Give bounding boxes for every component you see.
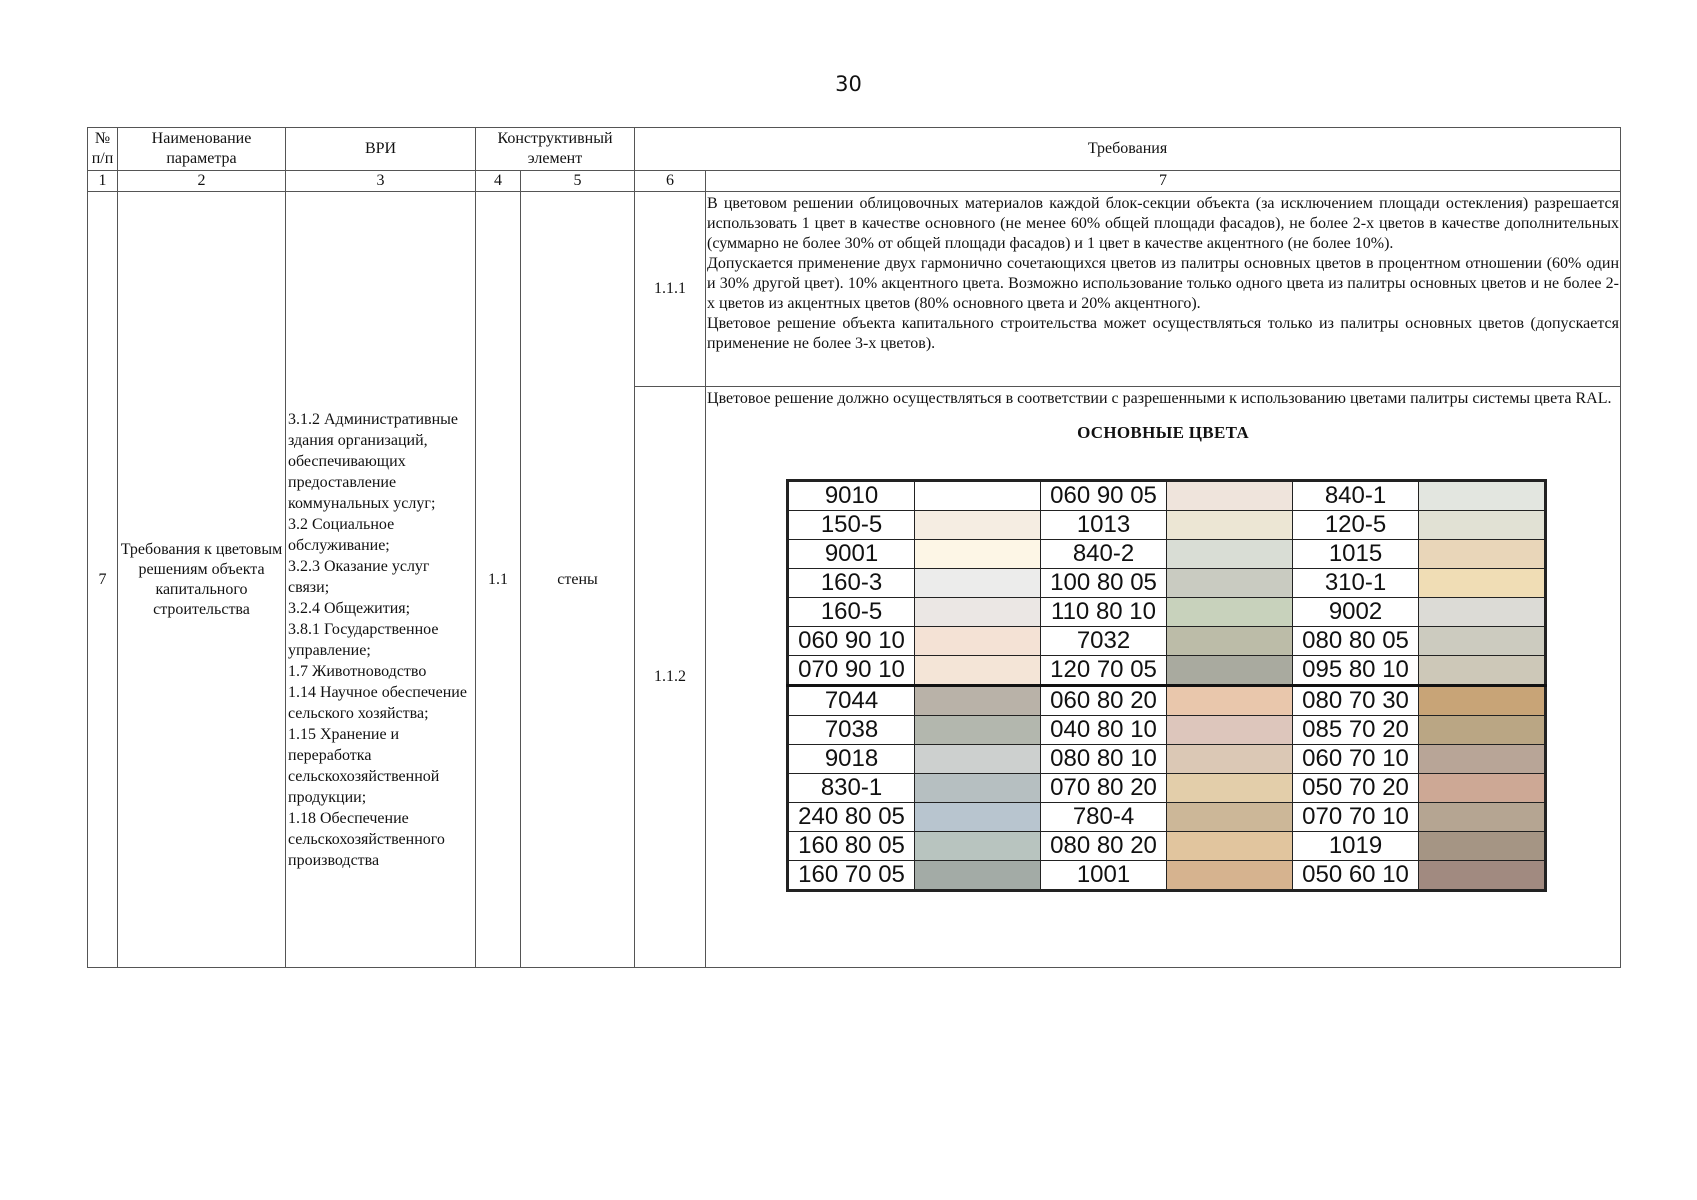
color-code: 040 80 10 xyxy=(1041,716,1167,745)
color-code: 110 80 10 xyxy=(1041,598,1167,627)
color-swatch xyxy=(1419,803,1546,832)
color-swatch xyxy=(1167,598,1293,627)
header-name: Наименование параметра xyxy=(118,128,286,171)
palette-row xyxy=(788,481,1546,511)
color-swatch xyxy=(1167,686,1293,716)
color-swatch xyxy=(1167,569,1293,598)
vri-item: 3.8.1 Государственное управление; xyxy=(288,620,439,659)
vri-item: 3.1.2 Административные здания организаций, обеспечивающих предоставление коммунальных услуг; xyxy=(288,410,459,512)
color-code: 9002 xyxy=(1293,598,1419,627)
color-code: 240 80 05 xyxy=(788,803,915,832)
color-swatch xyxy=(915,481,1041,511)
color-code: 060 70 10 xyxy=(1293,745,1419,774)
color-code: 080 70 30 xyxy=(1293,686,1419,716)
color-code: 1019 xyxy=(1293,832,1419,861)
color-code: 7044 xyxy=(788,686,915,716)
color-code: 9001 xyxy=(788,540,915,569)
color-swatch xyxy=(1167,540,1293,569)
palette-row xyxy=(788,511,1546,540)
color-swatch xyxy=(1167,716,1293,745)
color-code: 080 80 20 xyxy=(1041,832,1167,861)
requirement-paragraph: Цветовое решение объекта капитального строительства может осуществляться только из палитры основных цветов (допускается применение не более 3-х цветов). xyxy=(707,315,1620,352)
palette-row xyxy=(788,716,1546,745)
sub-code: 1.1.2 xyxy=(635,387,706,968)
color-code: 060 80 20 xyxy=(1041,686,1167,716)
color-swatch xyxy=(915,540,1041,569)
color-code: 080 80 05 xyxy=(1293,627,1419,656)
requirement-paragraph: Цветовое решение должно осуществляться в соответствии с разрешенными к использованию цветами палитры системы цвета RAL. xyxy=(707,390,1612,407)
palette-row xyxy=(788,686,1546,716)
header-num: № п/п xyxy=(88,128,118,171)
palette-title: ОСНОВНЫЕ ЦВЕТА xyxy=(1077,423,1249,442)
color-swatch xyxy=(1167,861,1293,891)
vri-item: 3.2 Социальное обслуживание; xyxy=(288,515,395,554)
page-number: 30 xyxy=(835,72,862,96)
color-swatch xyxy=(915,774,1041,803)
color-swatch xyxy=(1419,511,1546,540)
palette-row xyxy=(788,598,1546,627)
color-swatch xyxy=(1167,832,1293,861)
table-row xyxy=(88,192,1621,387)
requirement-paragraph: Допускается применение двух гармонично сочетающихся цветов из палитры основных цветов в процентном отношении (60% один и 30% другой цвет). 10% акцентного цвета. Возможно использование только одного цвета из палитры основных цветов и не более 2-х цветов из акцентных цветов (80% основного цвета и 20% акцентного). xyxy=(707,255,1620,312)
color-code: 050 60 10 xyxy=(1293,861,1419,891)
color-code: 160-3 xyxy=(788,569,915,598)
requirements-table xyxy=(87,127,1621,968)
color-swatch xyxy=(1419,481,1546,511)
color-swatch xyxy=(1419,627,1546,656)
color-code: 150-5 xyxy=(788,511,915,540)
color-code: 840-2 xyxy=(1041,540,1167,569)
row-number: 7 xyxy=(88,192,118,968)
color-swatch xyxy=(1419,745,1546,774)
requirement-text xyxy=(706,387,1621,968)
col-number: 6 xyxy=(635,171,706,192)
color-code: 1013 xyxy=(1041,511,1167,540)
color-code: 1015 xyxy=(1293,540,1419,569)
color-swatch xyxy=(1419,598,1546,627)
requirement-paragraph: В цветовом решении облицовочных материалов каждой блок-секции объекта (за исключением площади остекления) разрешается использовать 1 цвет в качестве основного (не менее 60% общей площади фасадов), не более 2-х цветов в качестве дополнительных (суммарно не более 30% от общей площади фасадов) и 1 цвет в качестве акцентного (не более 10%). xyxy=(707,195,1620,252)
requirement-text xyxy=(706,192,1621,387)
color-swatch xyxy=(1167,481,1293,511)
color-code: 160-5 xyxy=(788,598,915,627)
color-swatch xyxy=(1167,803,1293,832)
color-swatch xyxy=(1419,540,1546,569)
color-code: 160 70 05 xyxy=(788,861,915,891)
color-code: 9010 xyxy=(788,481,915,511)
col-number: 1 xyxy=(88,171,118,192)
header-vri: ВРИ xyxy=(286,128,476,171)
color-swatch xyxy=(1419,832,1546,861)
color-swatch xyxy=(1419,716,1546,745)
color-code: 1001 xyxy=(1041,861,1167,891)
color-code: 070 90 10 xyxy=(788,656,915,686)
vri-item: 1.7 Животноводство xyxy=(288,662,427,680)
col-number: 5 xyxy=(521,171,635,192)
color-code: 7038 xyxy=(788,716,915,745)
color-swatch xyxy=(1167,656,1293,686)
color-code: 780-4 xyxy=(1041,803,1167,832)
color-code: 050 70 20 xyxy=(1293,774,1419,803)
color-swatch xyxy=(915,511,1041,540)
vri-list xyxy=(286,192,476,968)
vri-item: 1.18 Обеспечение сельскохозяйственного производства xyxy=(288,809,445,869)
col-number: 3 xyxy=(286,171,476,192)
color-code: 840-1 xyxy=(1293,481,1419,511)
element-code: 1.1 xyxy=(476,192,521,968)
vri-item: 1.14 Научное обеспечение сельского хозяйства; xyxy=(288,683,467,722)
color-code: 070 80 20 xyxy=(1041,774,1167,803)
palette-row xyxy=(788,861,1546,891)
color-swatch xyxy=(915,686,1041,716)
color-code: 160 80 05 xyxy=(788,832,915,861)
palette-row xyxy=(788,569,1546,598)
color-code: 095 80 10 xyxy=(1293,656,1419,686)
color-swatch xyxy=(1419,686,1546,716)
color-swatch xyxy=(1167,627,1293,656)
palette-row xyxy=(788,627,1546,656)
col-number: 4 xyxy=(476,171,521,192)
color-swatch xyxy=(915,656,1041,686)
color-code: 070 70 10 xyxy=(1293,803,1419,832)
color-swatch xyxy=(915,569,1041,598)
color-swatch xyxy=(1167,774,1293,803)
vri-item: 1.15 Хранение и переработка сельскохозяйственной продукции; xyxy=(288,725,440,806)
color-swatch xyxy=(915,745,1041,774)
color-code: 120-5 xyxy=(1293,511,1419,540)
color-code: 310-1 xyxy=(1293,569,1419,598)
color-swatch xyxy=(1419,656,1546,686)
vri-item: 3.2.4 Общежития; xyxy=(288,599,411,617)
color-swatch xyxy=(1419,774,1546,803)
palette-row xyxy=(788,745,1546,774)
color-palette-table xyxy=(786,479,1547,892)
color-code: 830-1 xyxy=(788,774,915,803)
color-code: 100 80 05 xyxy=(1041,569,1167,598)
color-code: 9018 xyxy=(788,745,915,774)
color-code: 060 90 10 xyxy=(788,627,915,656)
color-code: 7032 xyxy=(1041,627,1167,656)
palette-row xyxy=(788,832,1546,861)
col-number: 2 xyxy=(118,171,286,192)
color-swatch xyxy=(915,598,1041,627)
color-swatch xyxy=(915,861,1041,891)
palette-row xyxy=(788,656,1546,686)
color-code: 120 70 05 xyxy=(1041,656,1167,686)
header-row xyxy=(88,128,1621,171)
color-code: 085 70 20 xyxy=(1293,716,1419,745)
parameter-name: Требования к цветовым решениям объекта капитального строительства xyxy=(118,192,286,968)
palette-row xyxy=(788,774,1546,803)
header-element: Конструктивный элемент xyxy=(476,128,635,171)
header-requirements: Требования xyxy=(635,128,1621,171)
col-number: 7 xyxy=(706,171,1621,192)
column-numbers-row xyxy=(88,171,1621,192)
color-swatch xyxy=(915,716,1041,745)
color-swatch xyxy=(915,803,1041,832)
color-swatch xyxy=(915,627,1041,656)
color-code: 060 90 05 xyxy=(1041,481,1167,511)
color-code: 080 80 10 xyxy=(1041,745,1167,774)
palette-row xyxy=(788,540,1546,569)
color-swatch xyxy=(1419,861,1546,891)
color-swatch xyxy=(1167,511,1293,540)
palette-row xyxy=(788,803,1546,832)
color-palette xyxy=(786,479,1539,914)
vri-item: 3.2.3 Оказание услуг связи; xyxy=(288,557,430,596)
color-swatch xyxy=(915,832,1041,861)
color-swatch xyxy=(1419,569,1546,598)
element-name: стены xyxy=(521,192,635,968)
color-swatch xyxy=(1167,745,1293,774)
sub-code: 1.1.1 xyxy=(635,192,706,387)
